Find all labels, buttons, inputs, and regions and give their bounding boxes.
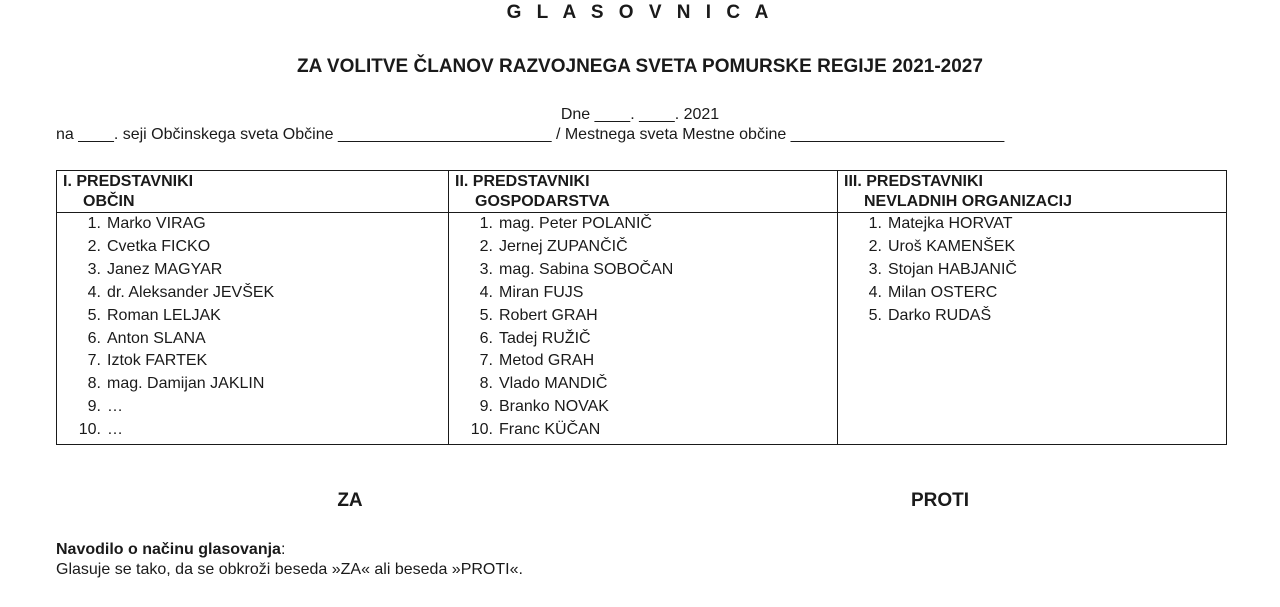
candidate-number: 1. xyxy=(87,215,101,232)
candidate-name: Branko NOVAK xyxy=(499,398,609,416)
column-header-line1: II. PREDSTAVNIKI xyxy=(455,173,590,190)
list-item xyxy=(455,419,831,442)
list-item xyxy=(455,373,831,396)
candidate-name: Anton SLANA xyxy=(107,329,206,347)
column-header-economy xyxy=(449,171,838,213)
candidate-number: 10. xyxy=(470,421,493,439)
candidate-list xyxy=(844,213,1220,328)
candidate-number: 1. xyxy=(479,215,493,232)
candidate-number: 2. xyxy=(479,237,493,255)
candidate-name: mag. Sabina SOBOČAN xyxy=(499,260,674,278)
list-item xyxy=(455,236,831,259)
instructions-heading-suffix: : xyxy=(280,541,286,558)
list-item xyxy=(63,350,442,373)
column-header-ngo xyxy=(838,171,1227,213)
column-header-municipalities xyxy=(57,171,449,213)
candidate-number: 5. xyxy=(479,306,493,324)
candidate-name: Franc KÜČAN xyxy=(499,421,601,439)
candidate-number: 2. xyxy=(868,237,882,255)
list-item xyxy=(63,282,442,305)
list-item xyxy=(844,259,1220,282)
candidate-name: Roman LELJAK xyxy=(107,306,221,324)
list-item xyxy=(844,282,1220,305)
list-item xyxy=(63,328,442,351)
candidate-number: 10. xyxy=(78,421,101,439)
instructions-text: Glasuje se tako, da se obkroži beseda »ZA« ali beseda »PROTI«. xyxy=(56,561,523,578)
candidate-name: Milan OSTERC xyxy=(888,283,998,301)
list-item xyxy=(455,213,831,236)
candidate-number: 3. xyxy=(868,260,882,278)
document-title: G L A S O V N I C A xyxy=(506,2,774,23)
candidate-name: Iztok FARTEK xyxy=(107,352,208,370)
table-body-row xyxy=(57,213,1227,445)
list-item xyxy=(455,305,831,328)
candidate-name: Marko VIRAG xyxy=(107,215,206,232)
list-item xyxy=(844,305,1220,328)
list-item xyxy=(63,236,442,259)
column-header-line1: III. PREDSTAVNIKI xyxy=(844,173,983,190)
candidate-number: 5. xyxy=(868,306,882,324)
column-header-line2: NEVLADNIH ORGANIZACIJ xyxy=(864,193,1073,210)
document-subtitle: ZA VOLITVE ČLANOV RAZVOJNEGA SVETA POMURSKE REGIJE 2021-2027 xyxy=(297,56,983,77)
candidates-table xyxy=(56,170,1227,445)
list-item xyxy=(63,305,442,328)
candidate-name: Metod GRAH xyxy=(499,352,595,370)
column-header-line1: I. PREDSTAVNIKI xyxy=(63,173,194,190)
candidate-number: 1. xyxy=(868,215,882,232)
session-line: na ____. seji Občinskega sveta Občine ________________________ / Mestnega sveta Mestne občine ________________________ xyxy=(56,126,1005,143)
candidate-number: 9. xyxy=(87,398,101,416)
candidate-list xyxy=(63,213,442,442)
column-header-line2: GOSPODARSTVA xyxy=(475,193,610,210)
list-item xyxy=(455,259,831,282)
candidate-name: mag. Peter POLANIČ xyxy=(499,215,652,232)
list-item xyxy=(455,282,831,305)
candidate-number: 6. xyxy=(87,329,101,347)
instructions-heading: Navodilo o načinu glasovanja xyxy=(56,541,281,558)
candidate-name: Tadej RUŽIČ xyxy=(499,329,591,347)
candidate-number: 9. xyxy=(479,398,493,416)
candidate-name: … xyxy=(107,421,123,439)
column-header-line2: OBČIN xyxy=(83,193,135,210)
candidates-cell-ngo xyxy=(838,213,1227,445)
list-item xyxy=(63,259,442,282)
candidate-name: Cvetka FICKO xyxy=(107,237,211,255)
candidate-number: 7. xyxy=(479,352,493,370)
candidate-number: 7. xyxy=(87,352,101,370)
candidate-name: Robert GRAH xyxy=(499,306,598,324)
candidates-cell-municipalities xyxy=(57,213,449,445)
candidate-name: Janez MAGYAR xyxy=(107,260,223,278)
list-item xyxy=(455,396,831,419)
candidate-name: dr. Aleksander JEVŠEK xyxy=(107,283,275,301)
voting-instructions xyxy=(56,540,523,580)
candidate-number: 2. xyxy=(87,237,101,255)
list-item xyxy=(844,213,1220,236)
candidate-name: Uroš KAMENŠEK xyxy=(888,237,1016,255)
candidate-name: Matejka HORVAT xyxy=(888,215,1013,232)
list-item xyxy=(63,373,442,396)
list-item xyxy=(63,213,442,236)
list-item xyxy=(455,328,831,351)
candidate-number: 4. xyxy=(868,283,882,301)
candidate-number: 6. xyxy=(479,329,493,347)
date-line: Dne ____. ____. 2021 xyxy=(560,106,720,123)
candidate-number: 4. xyxy=(479,283,493,301)
candidate-name: … xyxy=(107,398,123,416)
candidate-name: Miran FUJS xyxy=(499,283,584,301)
candidate-name: Jernej ZUPANČIČ xyxy=(499,237,628,255)
candidate-name: Stojan HABJANIČ xyxy=(888,260,1017,278)
candidate-name: Darko RUDAŠ xyxy=(888,306,992,324)
candidates-cell-economy xyxy=(449,213,838,445)
candidate-list xyxy=(455,213,831,442)
vote-option-no[interactable]: PROTI xyxy=(910,490,970,511)
candidate-number: 8. xyxy=(87,375,101,393)
candidate-number: 4. xyxy=(87,283,101,301)
list-item xyxy=(844,236,1220,259)
candidate-name: mag. Damijan JAKLIN xyxy=(107,375,265,393)
candidate-number: 3. xyxy=(479,260,493,278)
list-item xyxy=(455,350,831,373)
candidate-number: 5. xyxy=(87,306,101,324)
list-item xyxy=(63,419,442,442)
candidate-number: 3. xyxy=(87,260,101,278)
candidate-number: 8. xyxy=(479,375,493,393)
candidate-name: Vlado MANDIČ xyxy=(499,375,608,393)
table-header-row xyxy=(57,171,1227,213)
list-item xyxy=(63,396,442,419)
instructions-heading-line xyxy=(56,540,523,560)
vote-option-yes[interactable]: ZA xyxy=(337,490,363,511)
